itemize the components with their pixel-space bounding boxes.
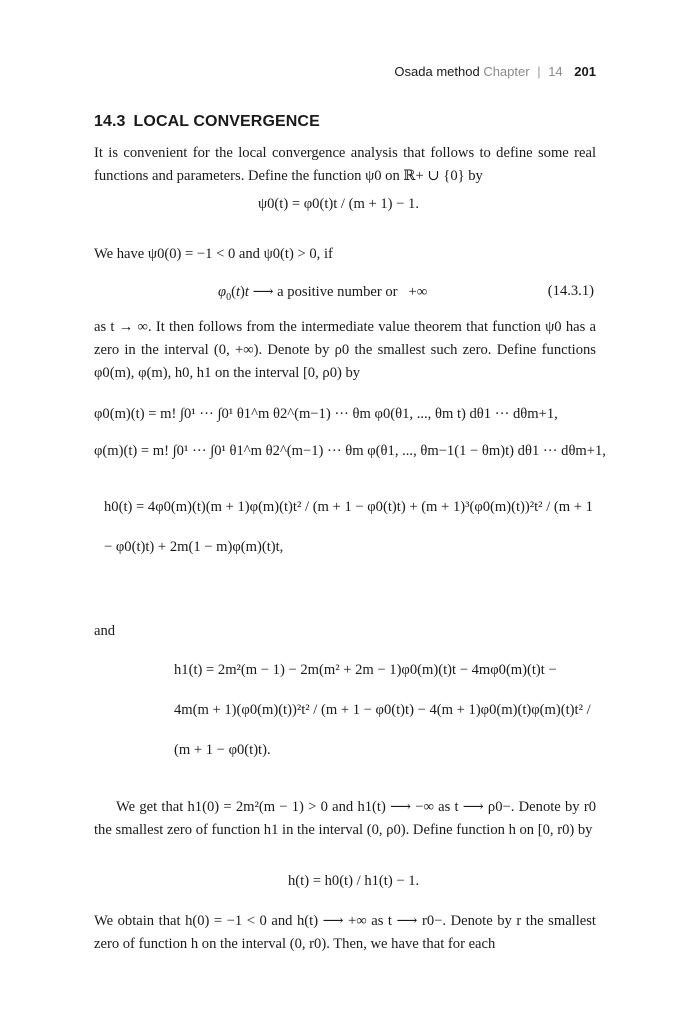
running-header [394,64,596,79]
section-title: LOCAL CONVERGENCE [133,113,320,130]
equation-h0: h0(t) = 4φ0(m)(t)(m + 1)φ(m)(t)t² / (m + 1 − φ0(t)t) + (m + 1)³(φ0(m)(t))²t² / (m + 1 − φ0(t)t) + 2m(1 − m)φ(m)(t)t, [104,499,593,555]
paragraph-psi0-sign: We have ψ0(0) = −1 < 0 and ψ0(t) > 0, if [94,246,333,262]
equation-phi-m: φ(m)(t) = m! ∫0¹ ··· ∫0¹ θ1^m θ2^(m−1) ··· θm φ(θ1, ..., θm−1(1 − θm)t) dθ1 ··· dθm+1, [94,443,606,459]
equation-limit: $\varphi_0(t)t$ ⟶ a positive number or +∞ [218,284,428,303]
paragraph-intro: It is convenient for the local convergence analysis that follows to define some real functions and parameters. Define the function ψ0 on ℝ+ ∪ {0} by [94,145,596,184]
equation-psi0-text: ψ0(t) = φ0(t)t / (m + 1) − 1. [258,196,420,212]
chapter-label: Chapter [483,64,530,79]
equation-phi0-m: φ0(m)(t) = m! ∫0¹ ··· ∫0¹ θ1^m θ2^(m−1) ··· θm φ0(θ1, ..., θm t) dθ1 ··· dθm+1, [94,406,558,422]
paragraph-zero-existence: as t → ∞. It then follows from the intermediate value theorem that function ψ0 has a zero in the interval (0, +∞). Denote by ρ0 the smallest such zero. Define functions φ0(m), φ(m), h0, h1 on the interval [0, ρ0) by [94,319,596,381]
section-heading [94,113,320,131]
header-separator: | [537,64,541,79]
paragraph-h-zero: We obtain that h(0) = −1 < 0 and h(t) ⟶ +∞ as t ⟶ r0−. Denote by r the smallest zero of function h on the interval (0, r0). Then, we have that for each [94,913,596,952]
equation-h-definition: h(t) = h0(t) / h1(t) − 1. [288,873,420,889]
equation-limit-infinity: +∞ [408,284,428,300]
equation-psi0-definition [258,195,419,213]
paragraph-h1-zero: We get that h1(0) = 2m²(m − 1) > 0 and h1(t) ⟶ −∞ as t ⟶ ρ0−. Denote by r0 the smallest zero of function h1 in the interval (0, ρ0). Define function h on [0, r0) by [94,799,596,838]
running-title: Osada method [394,64,480,79]
equation-limit-text: a positive number or [277,284,398,300]
chapter-number: 14 [548,64,563,79]
equation-number: (14.3.1) [547,283,594,299]
paragraph-and: and [94,623,116,639]
equation-h1: h1(t) = 2m²(m − 1) − 2m(m² + 2m − 1)φ0(m)(t)t − 4mφ0(m)(t)t − 4m(m + 1)(φ0(m)(t))²t² / (m + 1 − φ0(t)t) − 4(m + 1)φ0(m)(t)φ(m)(t)t² / (m + 1 − φ0(t)t). [174,662,591,758]
page-number: 201 [574,64,596,79]
section-number: 14.3 [94,113,126,130]
